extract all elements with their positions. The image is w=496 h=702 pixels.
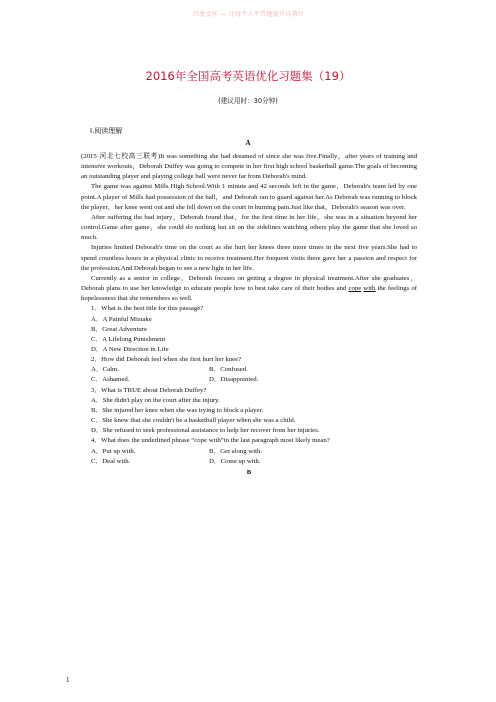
- option-4b: B．Get along with.: [209, 447, 263, 455]
- option-3a: A．She didn't play on the court after the injury.: [91, 396, 220, 404]
- options-2-row-2: [81, 375, 417, 385]
- paragraph-5-end: the feelings of hopelessness that she remembers so well.: [81, 285, 418, 303]
- section-heading: Ⅰ.阅读理解: [90, 127, 123, 135]
- paragraph-3: After suffering the bad injury，Deborah found that，for the first time in her life，she was in a situation beyond her control.Game after game，she could do nothing but sit on the sidelines watching others play the game that she loved so much.: [81, 213, 417, 242]
- option-2c: C．Ashamed.: [91, 376, 130, 384]
- option-1d: D．A New Direction in Life: [91, 345, 169, 353]
- option-4d: D．Come up with.: [209, 457, 261, 465]
- option-4a: A．Put up with.: [91, 447, 136, 455]
- option-3c: C．She knew that she couldn't be a basketball player when she was a child.: [91, 417, 296, 425]
- page-title: 2016年全国高考英语优化习题集（19）: [145, 69, 351, 83]
- option-1a: A．A Painful Mistake: [91, 315, 152, 323]
- watermark: 百度文库 — 让每个人平等地提升自我!!: [192, 11, 304, 18]
- document-body: [81, 152, 417, 478]
- option-2b: B．Confused.: [209, 366, 248, 374]
- paragraph-1: (2015·河北七校高三联考)It was something she had dreamed of since she was five.Finally，after years of training and intensive workouts，Deborah Duffey was going to compete in her first high school basketball game.The goals of becoming an outstanding player and playing college ball were never far from Deborah's mind.: [81, 153, 417, 181]
- underlined-cope: cope: [348, 285, 362, 293]
- option-2d: D．Disappointed.: [209, 376, 259, 384]
- option-1c: C．A Lifelong Punishment: [91, 335, 166, 343]
- paragraph-5-text: Currently as a senior in college，Deborah focuses on getting a degree in physical treatment.After she graduates，Deborah plans to use her knowledge to educate people how to best take care of their bodies and: [81, 274, 417, 293]
- page-number: 1: [66, 676, 70, 684]
- passage-b-label: B: [246, 468, 252, 476]
- options-4-row-2: [81, 457, 417, 467]
- paragraph-4: Injuries limited Deborah's time on the court as she hurt her knees three more times in the next five years.She had to spend countless hours in a physical clinic to receive treatment.Her frequent visits there gave her a passion and respect for the profession.And Deborah began to see a new light in her life.: [81, 244, 417, 272]
- options-2-row-1: [81, 365, 417, 375]
- time-hint: (建议用时：30分钟): [218, 97, 278, 105]
- option-2a: A．Calm.: [91, 366, 119, 374]
- question-4: 4．What does the underlined phrase “cope with”in the last paragraph most likely mean?: [91, 437, 330, 445]
- option-4c: C．Deal with.: [91, 457, 131, 465]
- passage-a-label: A: [245, 139, 251, 147]
- question-3: 3．What is TRUE about Deborah Duffey?: [91, 386, 207, 394]
- question-2: 2．How did Deborah feel when she first hurt her knee?: [91, 356, 242, 364]
- underlined-with: with: [363, 285, 376, 293]
- paragraph-5: [81, 274, 417, 304]
- options-4-row-1: [81, 447, 417, 457]
- paragraph-2: The game was against Mills High School.With 1 minute and 42 seconds left in the game，Deborah's team led by one point.A player of Mills had possession of the ball，and Deborah ran to guard against her.As Deborah was running to block the player，her knee went out and she fell down on the court in burning pain.Just like that，Deborah's season was over.: [81, 183, 417, 211]
- option-1b: B．Great Adventure: [91, 325, 148, 333]
- option-3b: B．She injured her knee when she was trying to block a player.: [91, 406, 264, 414]
- question-1: 1．What is the best title for this passage?: [91, 305, 204, 313]
- option-3d: D．She refused to seek professional assistance to help her recover from her injuries.: [91, 427, 320, 435]
